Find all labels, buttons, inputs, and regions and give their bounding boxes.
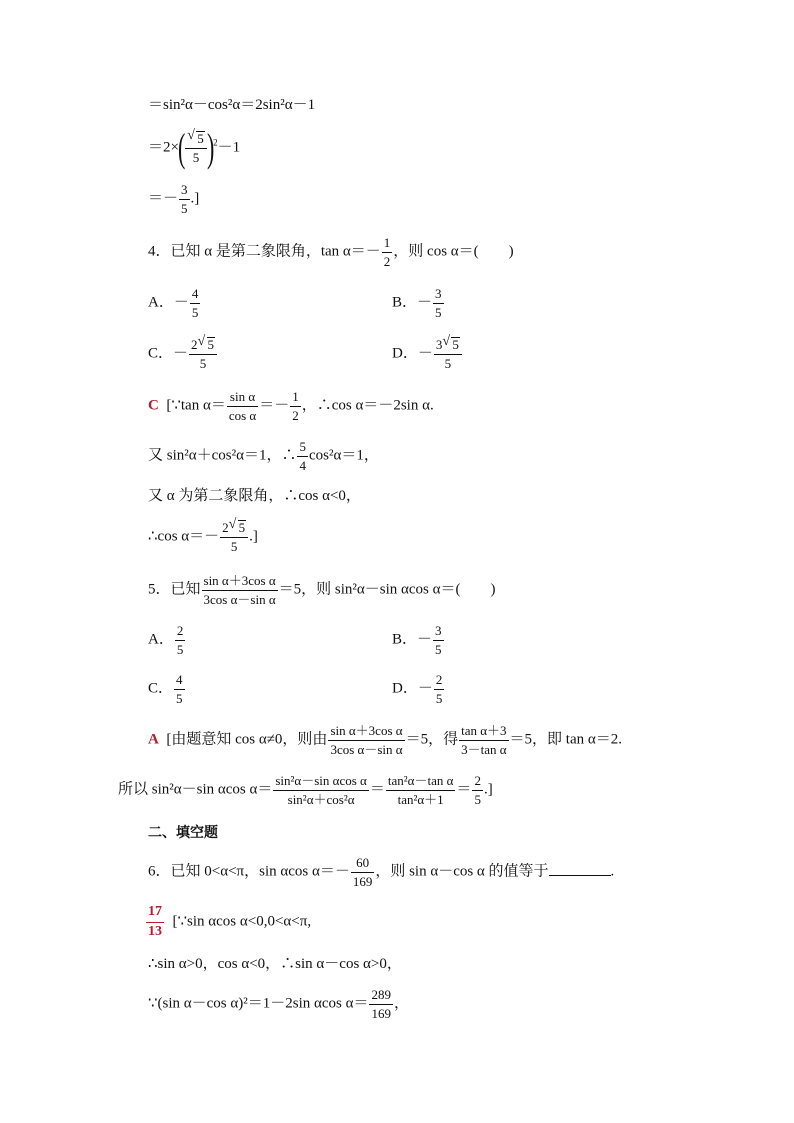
answer-letter: C: [148, 397, 159, 414]
option-d[interactable]: D．－ 3 √ 5 5: [392, 337, 463, 371]
answer-letter: A: [148, 731, 159, 748]
solution-line-2: ＝2×( √ 5 5 )$^2$－1: [148, 125, 241, 170]
option-c[interactable]: C． $\frac{4}{5}$: [148, 672, 183, 706]
fraction: √ 5 5: [185, 131, 207, 165]
q6-solution-line-2: ∴sin α>0，cos α<0，∴sin α－cos α>0，: [148, 956, 402, 972]
question-4: 4．已知 α 是第二象限角，tan α＝－ $\frac{1}{2}$ ，则 cos α＝( ): [148, 235, 514, 269]
question-6: 6．已知 0<α<π，sin αcos α＝－ $\frac{60}{169}$ ，则 sin α－cos α 的值等于 .: [148, 855, 615, 889]
q6-solution-line-1: $\frac{17}{13}$ [∵sin αcos α<0,0<α<π,: [148, 904, 312, 939]
solution-line-1: ＝sin²α－cos²α＝2sin²α－1: [148, 97, 316, 113]
q5-solution-line-1: A [由题意知 cos α≠0，则由 $\frac{\text{sin α＋3cos α}}{\text{3cos α－sin α}}$ ＝5，得 $\frac{\text{tan α＋3}}{\text{3－tan α}}$ ＝5，即 tan α＝2.: [148, 723, 622, 757]
solution-line-3: ＝－ $\frac{3}{5}$ .]: [148, 182, 200, 216]
q4-solution-line-4: ∴cos α＝－ 2 √ 5 5 .]: [148, 517, 258, 555]
option-c[interactable]: C．－ 2 √ 5 5: [148, 337, 218, 371]
fraction: $\frac{1}{2}$: [383, 235, 391, 269]
q6-solution-line-3: ∵(sin α－cos α)²＝1－2sin αcos α＝ $\frac{289}{169}$ ，: [148, 987, 409, 1021]
answer-fraction: $\frac{17}{13}$: [148, 904, 162, 939]
answer-blank[interactable]: [549, 861, 611, 876]
option-b[interactable]: B．－ $\frac{3}{5}$: [392, 286, 442, 320]
question-5: 5．已知 $\frac{\text{sin α＋3cos α}}{\text{3cos α－sin α}}$ ＝5，则 sin²α－sin αcos α＝( ): [148, 573, 496, 607]
fraction: $\frac{3}{5}$: [181, 182, 188, 216]
option-a[interactable]: A．－ $\frac{4}{5}$: [148, 286, 199, 320]
q4-solution-line-3: 又 α 为第二象限角，∴cos α<0，: [148, 488, 361, 504]
q4-solution-line-2: 又 sin²α＋cos²α＝1，∴ $\frac{5}{4}$ cos²α＝1，: [148, 439, 379, 473]
q4-solution-line-1: C [∵tan α＝ $\frac{\text{sin α}}{\text{cos α}}$ ＝－ $\frac{1}{2}$ ，∴cos α＝－2sin α.: [148, 389, 434, 423]
option-d[interactable]: D．－ $\frac{2}{5}$: [392, 672, 443, 706]
q5-solution-line-2: 所以 sin²α－sin αcos α＝ $\frac{\text{sin²α－sin αcos α}}{\text{sin²α＋cos²α}}$ ＝ $\frac{\text{tan²α－tan α}}{\text{tan²α＋1}}$ ＝ $\frac{2}{5}$ .]: [118, 773, 493, 807]
option-a[interactable]: A． $\frac{2}{5}$: [148, 623, 184, 657]
option-b[interactable]: B．－ $\frac{3}{5}$: [392, 623, 442, 657]
section-heading: 二、填空题: [148, 825, 218, 841]
